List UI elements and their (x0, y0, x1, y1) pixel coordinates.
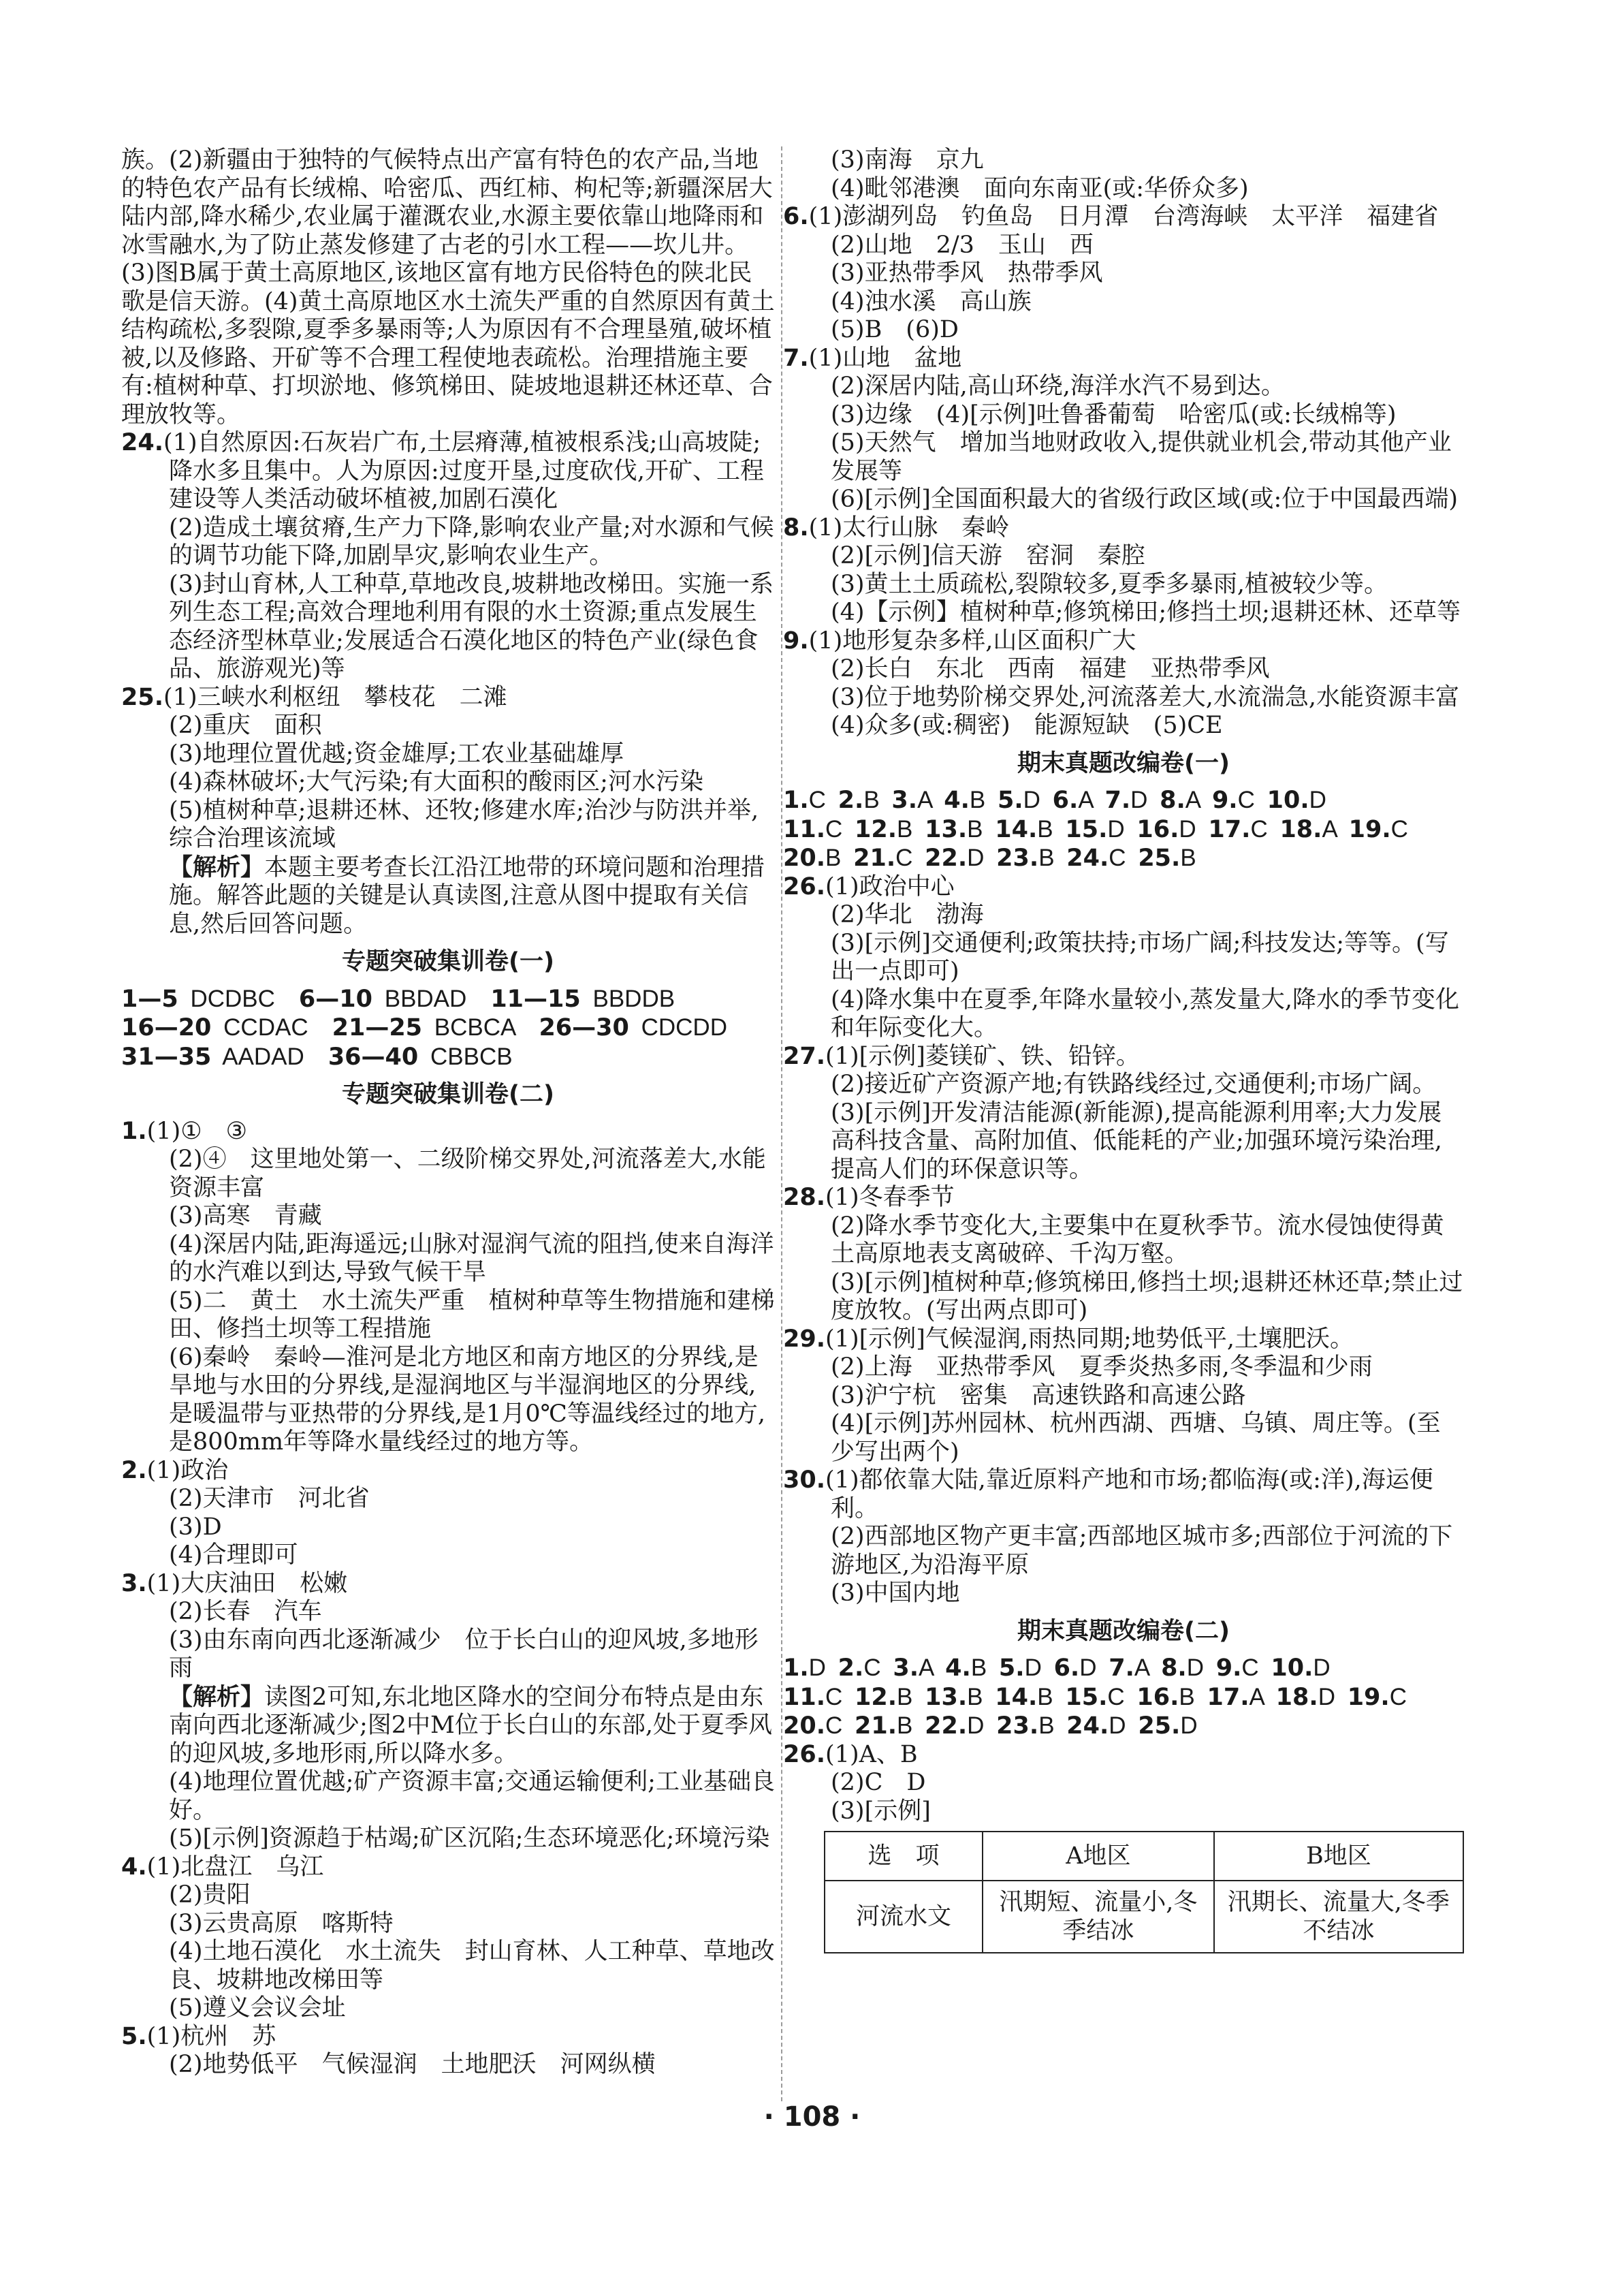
analysis-text: 读图2可知,东北地区降水的空间分布特点是由东南向西北逐渐减少;图2中M位于长白山的东部,处于夏季风的迎风坡,多地形雨,所以降水多。 (169, 1683, 773, 1768)
mcq-number: 18. (1275, 1683, 1318, 1711)
answer-z2-3-5: (5)[示例]资源趋于枯竭;矿区沉陷;生态环境恶化;环境污染 (169, 1825, 770, 1852)
answer-z2-9-2: (2)长白 东北 西南 福建 亚热带季风 (831, 655, 1270, 682)
mcq-number: 22. (925, 1712, 968, 1740)
mcq-number: 5. (998, 1654, 1025, 1682)
range: 6—10 (298, 985, 372, 1013)
answer-f1-26-4: (4)降水集中在夏季,年降水量较小,蒸发量大,降水的季节变化和年际变化大。 (831, 986, 1459, 1041)
mcq-answer: D (1130, 787, 1148, 813)
answer-text: (1)[示例]气候湿润,雨热同期;地势低平,土壤肥沃。 (825, 1325, 1354, 1353)
mcq-number: 8. (1160, 787, 1185, 814)
question-number: 24. (121, 429, 164, 456)
mcq-answer: C (825, 815, 843, 843)
answer-z2-6-4: (4)浊水溪 高山族 (831, 287, 1032, 315)
mcq-answer: B (1179, 1683, 1195, 1710)
question-number: 28. (783, 1184, 826, 1211)
mcq-number: 17. (1208, 815, 1251, 843)
table-header-cell: A地区 (983, 1832, 1214, 1881)
answer-z2-1-6: (6)秦岭 秦岭—淮河是北方地区和南方地区的分界线,是旱地与水田的分界线,是湿润地区与半湿润地区的分界线,是暖温带与亚热带的分界线,是1月0℃等温线经过的地方,是800mm年等降水量线经过的地方等。 (169, 1343, 765, 1456)
mcq-number: 1. (783, 787, 809, 814)
answer-z2-2-4: (4)合理即可 (169, 1541, 298, 1569)
answer-f1-29-3: (3)沪宁杭 密集 高速铁路和高速公路 (831, 1381, 1246, 1409)
page-number: · 108 · (763, 2101, 861, 2133)
mcq-row (121, 985, 775, 1014)
mcq-number: 3. (893, 1654, 919, 1682)
answer-z2-2-3: (3)D (169, 1513, 222, 1541)
answers: CDCDD (641, 1014, 727, 1041)
mcq-answer: D (1024, 1654, 1042, 1681)
answer-f2-26-1 (783, 1741, 1464, 1770)
mcq-answer: C (895, 845, 913, 871)
answer-z2-6-2: (2)山地 2/3 玉山 西 (831, 231, 1094, 259)
mcq-number: 4. (945, 1654, 971, 1682)
answer-z2-7-2: (2)深居内陆,高山环绕,海洋水汽不易到达。 (831, 373, 1285, 400)
left-column (121, 146, 775, 2079)
section-heading-final-2: 期末真题改编卷(二) (1017, 1617, 1230, 1645)
answer-z2-6-1 (783, 203, 1464, 232)
answer-z2-4-1 (121, 1853, 775, 1882)
table-cell: 汛期短、流量小,冬季结冰 (983, 1881, 1214, 1953)
answers: AADAD (222, 1043, 304, 1070)
table-header-cell: B地区 (1214, 1832, 1463, 1881)
question-number: 29. (783, 1325, 826, 1353)
mcq-number: 14. (995, 1683, 1038, 1711)
mcq-number: 14. (995, 815, 1038, 843)
answer-z2-5-4: (4)毗邻港澳 面向东南亚(或:华侨众多) (831, 174, 1249, 202)
answer-24-2: (2)造成土壤贫瘠,生产力下降,影响农业产量;对水源和气候的调节功能下降,加剧旱灾,影响农业生产。 (169, 514, 774, 569)
answer-text: (1)澎湖列岛 钓鱼岛 日月潭 台湾海峡 太平洋 福建省 (808, 203, 1439, 230)
question-number: 6. (783, 203, 809, 230)
answer-z2-3-analysis (121, 1683, 775, 1769)
mcq-answer: B (897, 1712, 913, 1739)
mcq-number: 9. (1215, 1654, 1242, 1682)
mcq-answer: A (919, 1654, 934, 1681)
answer-f1-29-1 (783, 1325, 1464, 1354)
answer-24-3: (3)封山育林,人工种草,草地改良,坡耕地改梯田。实施一系列生态工程;高效合理地利用有限的水土资源;重点发展生态经济型林草业;发展适合石漠化地区的特色产业(绿色食品、旅游观光)等 (169, 570, 774, 682)
column-divider (781, 146, 782, 2101)
answer-f1-27-1 (783, 1043, 1464, 1071)
question-number: 8. (783, 514, 809, 541)
mcq-row (121, 1014, 775, 1043)
mcq-answer: C (1107, 1683, 1125, 1710)
mcq-row (783, 844, 1464, 873)
mcq-number: 24. (1066, 845, 1109, 872)
answer-z2-3-3: (3)由东南向西北逐渐减少 位于长白山的迎风坡,多地形雨 (169, 1626, 759, 1682)
mcq-number: 16. (1136, 1683, 1179, 1711)
mcq-number: 19. (1347, 1683, 1390, 1711)
mcq-answer: C (1237, 787, 1255, 813)
mcq-number: 8. (1161, 1654, 1187, 1682)
question-number: 9. (783, 627, 809, 655)
answer-f1-29-2: (2)上海 亚热带季风 夏季炎热多雨,冬季温和少雨 (831, 1353, 1373, 1381)
answer-text: (1)政治中心 (825, 873, 955, 900)
section-heading-final-1: 期末真题改编卷(一) (1017, 749, 1230, 777)
mcq-answer: B (967, 1683, 983, 1710)
mcq-row (783, 1712, 1464, 1741)
section-heading-special-2: 专题突破集训卷(二) (342, 1081, 554, 1108)
mcq-answer: C (1390, 815, 1408, 843)
mcq-answer: B (897, 1683, 913, 1710)
answer-z2-7-3: (3)边缘 (4)[示例]吐鲁番葡萄 哈密瓜(或:长绒棉等) (831, 401, 1397, 428)
answer-text: (1)山地 盆地 (808, 344, 962, 372)
mcq-number: 11. (783, 1683, 826, 1711)
mcq-number: 13. (925, 1683, 968, 1711)
answer-25-analysis (121, 853, 775, 939)
question-number: 3. (121, 1569, 147, 1597)
mcq-number: 15. (1065, 1683, 1108, 1711)
answers: CBBCB (430, 1043, 513, 1070)
question-number: 26. (783, 873, 826, 900)
mcq-answer: B (1038, 1712, 1055, 1739)
answer-z2-1-2: (2)④ 这里地处第一、二级阶梯交界处,河流落差大,水能资源丰富 (169, 1146, 766, 1202)
mcq-answer: C (1389, 1683, 1407, 1710)
answer-text: (1)大庆油田 松嫩 (146, 1569, 348, 1597)
mcq-number: 4. (944, 787, 970, 814)
answer-z2-2-1 (121, 1457, 775, 1486)
answer-z2-3-1 (121, 1570, 775, 1599)
mcq-answer: A (1249, 1683, 1264, 1710)
range: 16—20 (121, 1014, 212, 1041)
answer-z2-4-3: (3)云贵高原 喀斯特 (169, 1909, 394, 1937)
answer-text: (1)杭州 苏 (146, 2022, 276, 2050)
mcq-answer: D (967, 1712, 985, 1739)
mcq-answer: B (1180, 845, 1196, 871)
mcq-answer: C (825, 1712, 843, 1739)
answers: BBDAD (384, 985, 467, 1012)
question-number: 4. (121, 1853, 147, 1881)
answer-24-1 (121, 429, 775, 514)
answer-25-4: (4)森林破坏;大气污染;有大面积的酸雨区;河水污染 (169, 768, 703, 796)
answer-text: (1)① ③ (146, 1117, 247, 1145)
mcq-answer: C (1250, 815, 1268, 843)
question-number: 27. (783, 1042, 826, 1070)
answers: BBDDB (592, 985, 675, 1012)
mcq-row (121, 1043, 775, 1072)
mcq-number: 7. (1109, 1654, 1134, 1682)
answer-z2-5-1 (121, 2023, 775, 2052)
table-cell: 河流水文 (825, 1881, 983, 1953)
range: 11—15 (490, 985, 581, 1013)
answer-text: (1)自然原因:石灰岩广布,土层瘠薄,植被根系浅;山高坡陡;降水多且集中。人为原因:过度开垦,过度砍伐,开矿、工程建设等人类活动破坏植被,加剧石漠化 (163, 429, 765, 513)
answer-z2-6-3: (3)亚热带季风 热带季风 (831, 260, 1103, 287)
range: 36—40 (328, 1043, 419, 1071)
mcq-answer: D (967, 845, 985, 871)
answer-z2-8-4: (4)【示例】植树种草;修筑梯田;修挡土坝;退耕还林、还草等 (831, 599, 1461, 626)
answer-text: (1)A、B (825, 1740, 918, 1768)
mcq-number: 25. (1138, 845, 1181, 872)
answer-z2-1-3: (3)高寒 青藏 (169, 1202, 322, 1229)
mcq-answer: D (1023, 787, 1040, 813)
answer-z2-4-5: (5)遵义会议会址 (169, 1994, 346, 2022)
answer-z2-3-4: (4)地理位置优越;矿产资源丰富;交通运输便利;工业基础良好。 (169, 1768, 775, 1824)
answer-text: (1)[示例]菱镁矿、铁、铅锌。 (825, 1042, 1140, 1070)
mcq-row (783, 786, 1464, 815)
answer-f1-27-3: (3)[示例]开发清洁能源(新能源),提高能源利用率;大力发展高科技含量、高附加值、低能耗的产业;加强环境污染治理,提高人们的环保意识等。 (831, 1099, 1442, 1183)
mcq-answer: D (1179, 815, 1196, 843)
mcq-answer: C (808, 787, 826, 813)
comparison-table (824, 1831, 1464, 1953)
range: 31—35 (121, 1043, 212, 1071)
mcq-answer: A (1134, 1654, 1149, 1681)
right-column (783, 146, 1464, 1953)
mcq-answer: B (1037, 1683, 1053, 1710)
mcq-answer: B (1037, 815, 1053, 843)
answer-f1-27-2: (2)接近矿产资源产地;有铁路线经过,交通便利;市场广阔。 (831, 1071, 1437, 1098)
mcq-number: 15. (1065, 815, 1108, 843)
answer-text: (1)政治 (146, 1456, 229, 1484)
mcq-number: 11. (783, 815, 826, 843)
mcq-answer: A (1322, 815, 1337, 843)
answer-25-1 (121, 684, 775, 712)
question-number: 2. (121, 1456, 147, 1484)
answer-f1-26-3: (3)[示例]交通便利;政策扶持;市场广阔;科技发达;等等。(写出一点即可) (831, 929, 1449, 985)
mcq-number: 7. (1104, 787, 1131, 814)
mcq-answer: B (969, 787, 986, 813)
mcq-number: 21. (853, 845, 896, 872)
answers: CCDAC (223, 1014, 308, 1041)
mcq-number: 17. (1207, 1683, 1249, 1711)
answer-text: (1)太行山脉 秦岭 (808, 514, 1010, 541)
mcq-row (783, 1654, 1464, 1683)
mcq-answer: C (1109, 845, 1126, 871)
answer-z2-5-3: (3)南海 京九 (831, 146, 984, 174)
mcq-number: 10. (1267, 787, 1309, 814)
answer-f1-30-3: (3)中国内地 (831, 1580, 960, 1607)
range: 21—25 (332, 1014, 423, 1041)
mcq-number: 5. (997, 787, 1023, 814)
table-cell: 汛期长、流量大,冬季不结冰 (1214, 1881, 1463, 1953)
table-header-row (825, 1832, 1463, 1881)
mcq-answer: B (967, 815, 983, 843)
range: 26—30 (539, 1014, 629, 1041)
answer-z2-5-2: (2)地势低平 气候湿润 土地肥沃 河网纵横 (169, 2051, 656, 2078)
mcq-number: 12. (855, 1683, 897, 1711)
mcq-number: 16. (1136, 815, 1179, 843)
question-number: 26. (783, 1740, 826, 1768)
answer-z2-7-1 (783, 345, 1464, 373)
mcq-answer: A (1185, 787, 1200, 813)
mcq-number: 9. (1211, 787, 1238, 814)
answer-z2-2-2: (2)天津市 河北省 (169, 1485, 370, 1512)
mcq-answer: A (1078, 787, 1093, 813)
answer-z2-9-1 (783, 627, 1464, 656)
mcq-number: 13. (925, 815, 968, 843)
answer-z2-7-6: (6)[示例]全国面积最大的省级行政区域(或:位于中国最西端) (831, 486, 1458, 513)
answer-25-5: (5)植树种草;退耕还林、还牧;修建水库;治沙与防洪并举,综合治理该流域 (169, 796, 759, 852)
mcq-number: 6. (1053, 1654, 1080, 1682)
answer-text: (1)都依靠大陆,靠近原料产地和市场;都临海(或:洋),海运便利。 (825, 1466, 1433, 1522)
mcq-answer: C (1241, 1654, 1259, 1681)
mcq-number: 23. (996, 845, 1039, 872)
question-number: 30. (783, 1466, 826, 1494)
mcq-answer: C (825, 1683, 843, 1710)
answer-text: (1)北盘江 乌江 (146, 1853, 324, 1881)
mcq-number: 20. (783, 845, 826, 872)
mcq-answer: D (1107, 815, 1125, 843)
analysis-tag: 【解析】 (169, 853, 265, 881)
mcq-answer: C (863, 1654, 881, 1681)
answer-f1-28-3: (3)[示例]植树种草;修筑梯田,修挡土坝;退耕还林还草;禁止过度放牧。(写出两点即可) (831, 1268, 1463, 1324)
mcq-number: 20. (783, 1712, 826, 1740)
mcq-answer: B (863, 787, 880, 813)
mcq-number: 12. (855, 815, 897, 843)
answer-z2-7-5: (5)天然气 增加当地财政收入,提供就业机会,带动其他产业发展等 (831, 429, 1452, 485)
answer-z2-9-4: (4)众多(或:稠密) 能源短缺 (5)CE (831, 712, 1223, 739)
answer-z2-3-2: (2)长春 汽车 (169, 1598, 322, 1625)
answers: BCBCA (434, 1014, 515, 1041)
mcq-number: 6. (1052, 787, 1079, 814)
answer-z2-4-2: (2)贵阳 (169, 1881, 251, 1909)
mcq-answer: D (1309, 787, 1326, 813)
mcq-answer: D (1079, 1654, 1097, 1681)
answer-z2-1-1 (121, 1118, 775, 1146)
answer-z2-6-5: (5)B (6)D (831, 316, 959, 343)
mcq-answer: A (917, 787, 932, 813)
mcq-answer: B (825, 845, 842, 871)
mcq-number: 21. (855, 1712, 897, 1740)
answer-z2-9-3: (3)位于地势阶梯交界处,河流落差大,水流湍急,水能资源丰富 (831, 683, 1459, 711)
answers: DCDBC (190, 985, 275, 1012)
mcq-row (783, 815, 1464, 845)
mcq-answer: B (970, 1654, 987, 1681)
answer-25-2: (2)重庆 面积 (169, 712, 322, 739)
answer-text: (1)三峡水利枢纽 攀枝花 二滩 (163, 683, 507, 711)
answer-f1-29-4: (4)[示例]苏州园林、杭州西湖、西塘、乌镇、周庄等。(至少写出两个) (831, 1410, 1441, 1466)
mcq-number: 3. (891, 787, 918, 814)
mcq-answer: B (897, 815, 913, 843)
mcq-number: 19. (1348, 815, 1391, 843)
answer-f1-28-1 (783, 1184, 1464, 1212)
mcq-number: 24. (1066, 1712, 1109, 1740)
range: 1—5 (121, 985, 178, 1013)
answer-z2-1-4: (4)深居内陆,距海遥远;山脉对湿润气流的阻挡,使来自海洋的水汽难以到达,导致气候干旱 (169, 1230, 774, 1286)
section-heading-special-1: 专题突破集训卷(一) (342, 948, 554, 975)
mcq-number: 2. (838, 787, 864, 814)
answer-f1-26-2: (2)华北 渤海 (831, 901, 984, 928)
analysis-text: 本题主要考查长江沿江地带的环境问题和治理措施。解答此题的关键是认真读图,注意从图中提取有关信息,然后回答问题。 (169, 853, 765, 938)
answer-z2-1-5: (5)二 黄土 水土流失严重 植树种草等生物措施和建梯田、修挡土坝等工程措施 (169, 1287, 775, 1343)
answer-z2-8-3: (3)黄土土质疏松,裂隙较多,夏季多暴雨,植被较少等。 (831, 570, 1388, 598)
mcq-answer: D (1109, 1712, 1126, 1739)
answer-z2-8-1 (783, 514, 1464, 543)
answer-text: (1)地形复杂多样,山区面积广大 (808, 627, 1136, 655)
answer-f2-26-3: (3)[示例] (831, 1797, 931, 1825)
answer-z2-4-4: (4)土地石漠化 水土流失 封山育林、人工种草、草地改良、坡耕地改梯田等 (169, 1938, 775, 1994)
answer-text: (1)冬春季节 (825, 1184, 955, 1211)
answer-z2-8-2: (2)[示例]信天游 窑洞 秦腔 (831, 542, 1145, 569)
table-header-cell: 选 项 (825, 1832, 983, 1881)
mcq-row (783, 1683, 1464, 1712)
question-number: 25. (121, 683, 164, 711)
mcq-number: 18. (1279, 815, 1322, 843)
mcq-number: 23. (996, 1712, 1039, 1740)
mcq-answer: D (1313, 1654, 1331, 1681)
question-number: 1. (121, 1117, 147, 1145)
answer-f1-26-1 (783, 873, 1464, 902)
answer-f1-30-1 (783, 1466, 1464, 1523)
answer-23-continued: 族。(2)新疆由于独特的气候特点出产富有特色的农产品,当地的特色农产品有长绒棉、哈密瓜、西红柿、枸杞等;新疆深居大陆内部,降水稀少,农业属于灌溉农业,水源主要依靠山地降雨和冰雪融水,为了防止蒸发修建了古老的引水工程——坎儿井。(3)图B属于黄土高原地区,该地区富有地方民俗特色的陕北民歌是信天游。(4)黄土高原地区水土流失严重的自然原因有黄土结构疏松,多裂隙,夏季多暴雨等;人为原因有不合理垦殖,破坏植被,以及修路、开矿等不合理工程使地表疏松。治理措施主要有:植树种草、打坝淤地、修筑梯田、陡坡地退耕还林还草、合理放牧等。 (121, 146, 775, 428)
mcq-answer: D (1318, 1683, 1335, 1710)
mcq-answer: D (808, 1654, 826, 1681)
question-number: 7. (783, 344, 809, 372)
question-number: 5. (121, 2022, 147, 2050)
analysis-tag: 【解析】 (169, 1682, 265, 1711)
mcq-number: 2. (838, 1654, 864, 1682)
answer-f1-28-2: (2)降水季节变化大,主要集中在夏秋季节。流水侵蚀使得黄土高原地表支离破碎、千沟万壑。 (831, 1212, 1444, 1268)
mcq-number: 10. (1271, 1654, 1313, 1682)
table-row (825, 1881, 1463, 1953)
mcq-answer: D (1186, 1654, 1204, 1681)
answer-f1-30-2: (2)西部地区物产更丰富;西部地区城市多;西部位于河流的下游地区,为沿海平原 (831, 1523, 1453, 1579)
mcq-number: 1. (783, 1654, 809, 1682)
mcq-answer: D (1180, 1712, 1198, 1739)
mcq-answer: B (1038, 845, 1055, 871)
mcq-number: 22. (925, 845, 968, 872)
mcq-number: 25. (1138, 1712, 1181, 1740)
answer-f2-26-2: (2)C D (831, 1769, 926, 1796)
answer-25-3: (3)地理位置优越;资金雄厚;工农业基础雄厚 (169, 740, 624, 768)
